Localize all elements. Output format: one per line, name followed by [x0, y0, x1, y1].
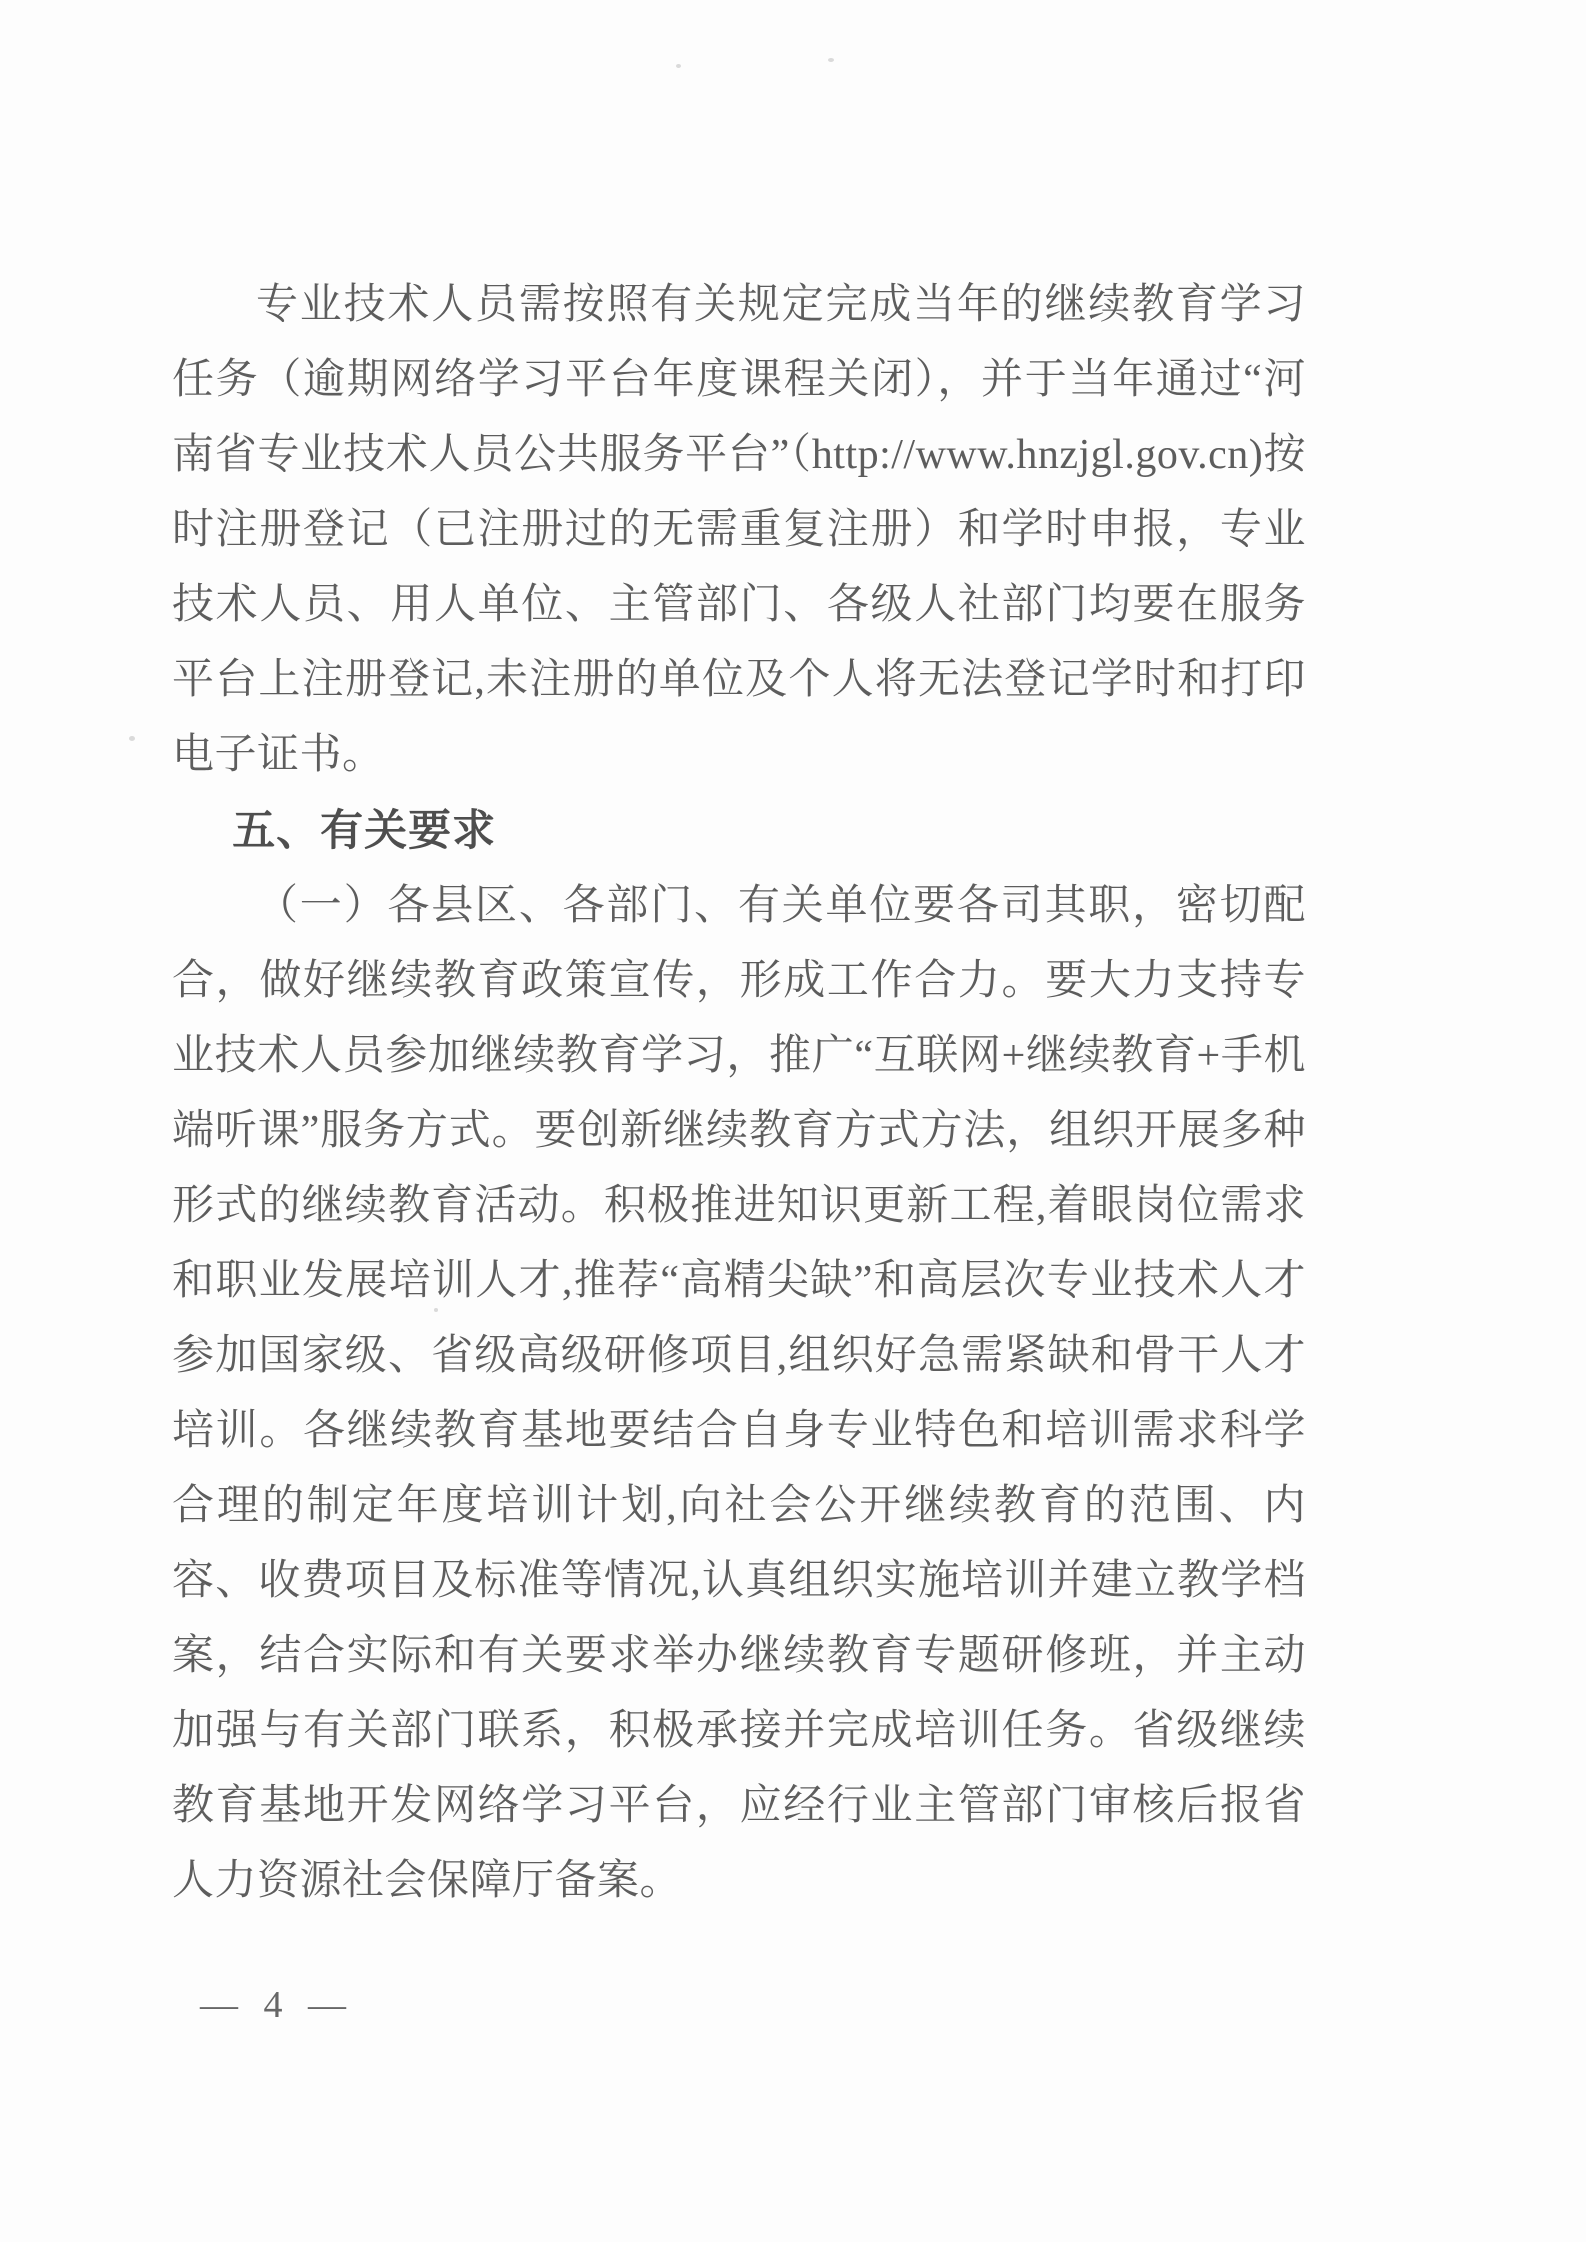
page-number: — 4 —: [200, 1984, 354, 2026]
document-body: [172, 268, 1306, 1919]
paragraph-registration-requirements: 专业技术人员需按照有关规定完成当年的继续教育学习任务（逾期网络学习平台年度课程关闭），并于当年通过“河南省专业技术人员公共服务平台”（http://www.hnzjgl.gov.cn)按时注册登记（已注册过的无需重复注册）和学时申报，专业技术人员、用人单位、主管部门、各级人社部门均要在服务平台上注册登记,未注册的单位及个人将无法登记学时和打印电子证书。: [172, 282, 1306, 778]
section-heading-related-requirements: 五、有关要求: [232, 807, 497, 855]
scan-speck: [434, 1308, 438, 1312]
scan-speck: [676, 64, 681, 68]
scan-speck: [828, 58, 834, 62]
paragraph-item-one-requirements: （一）各县区、各部门、有关单位要各司其职，密切配合，做好继续教育政策宣传，形成工作合力。要大力支持专业技术人员参加继续教育学习，推广“互联网+继续教育+手机端听课”服务方式。要创新继续教育方式方法，组织开展多种形式的继续教育活动。积极推进知识更新工程,着眼岗位需求和职业发展培训人才,推荐“高精尖缺”和高层次专业技术人才参加国家级、省级高级研修项目,组织好急需紧缺和骨干人才培训。各继续教育基地要结合自身专业特色和培训需求科学合理的制定年度培训计划,向社会公开继续教育的范围、内容、收费项目及标准等情况,认真组织实施培训并建立教学档案，结合实际和有关要求举办继续教育专题研修班，并主动加强与有关部门联系，积极承接并完成培训任务。省级继续教育基地开发网络学习平台，应经行业主管部门审核后报省人力资源社会保障厅备案。: [172, 883, 1306, 1904]
scan-speck: [129, 736, 135, 741]
